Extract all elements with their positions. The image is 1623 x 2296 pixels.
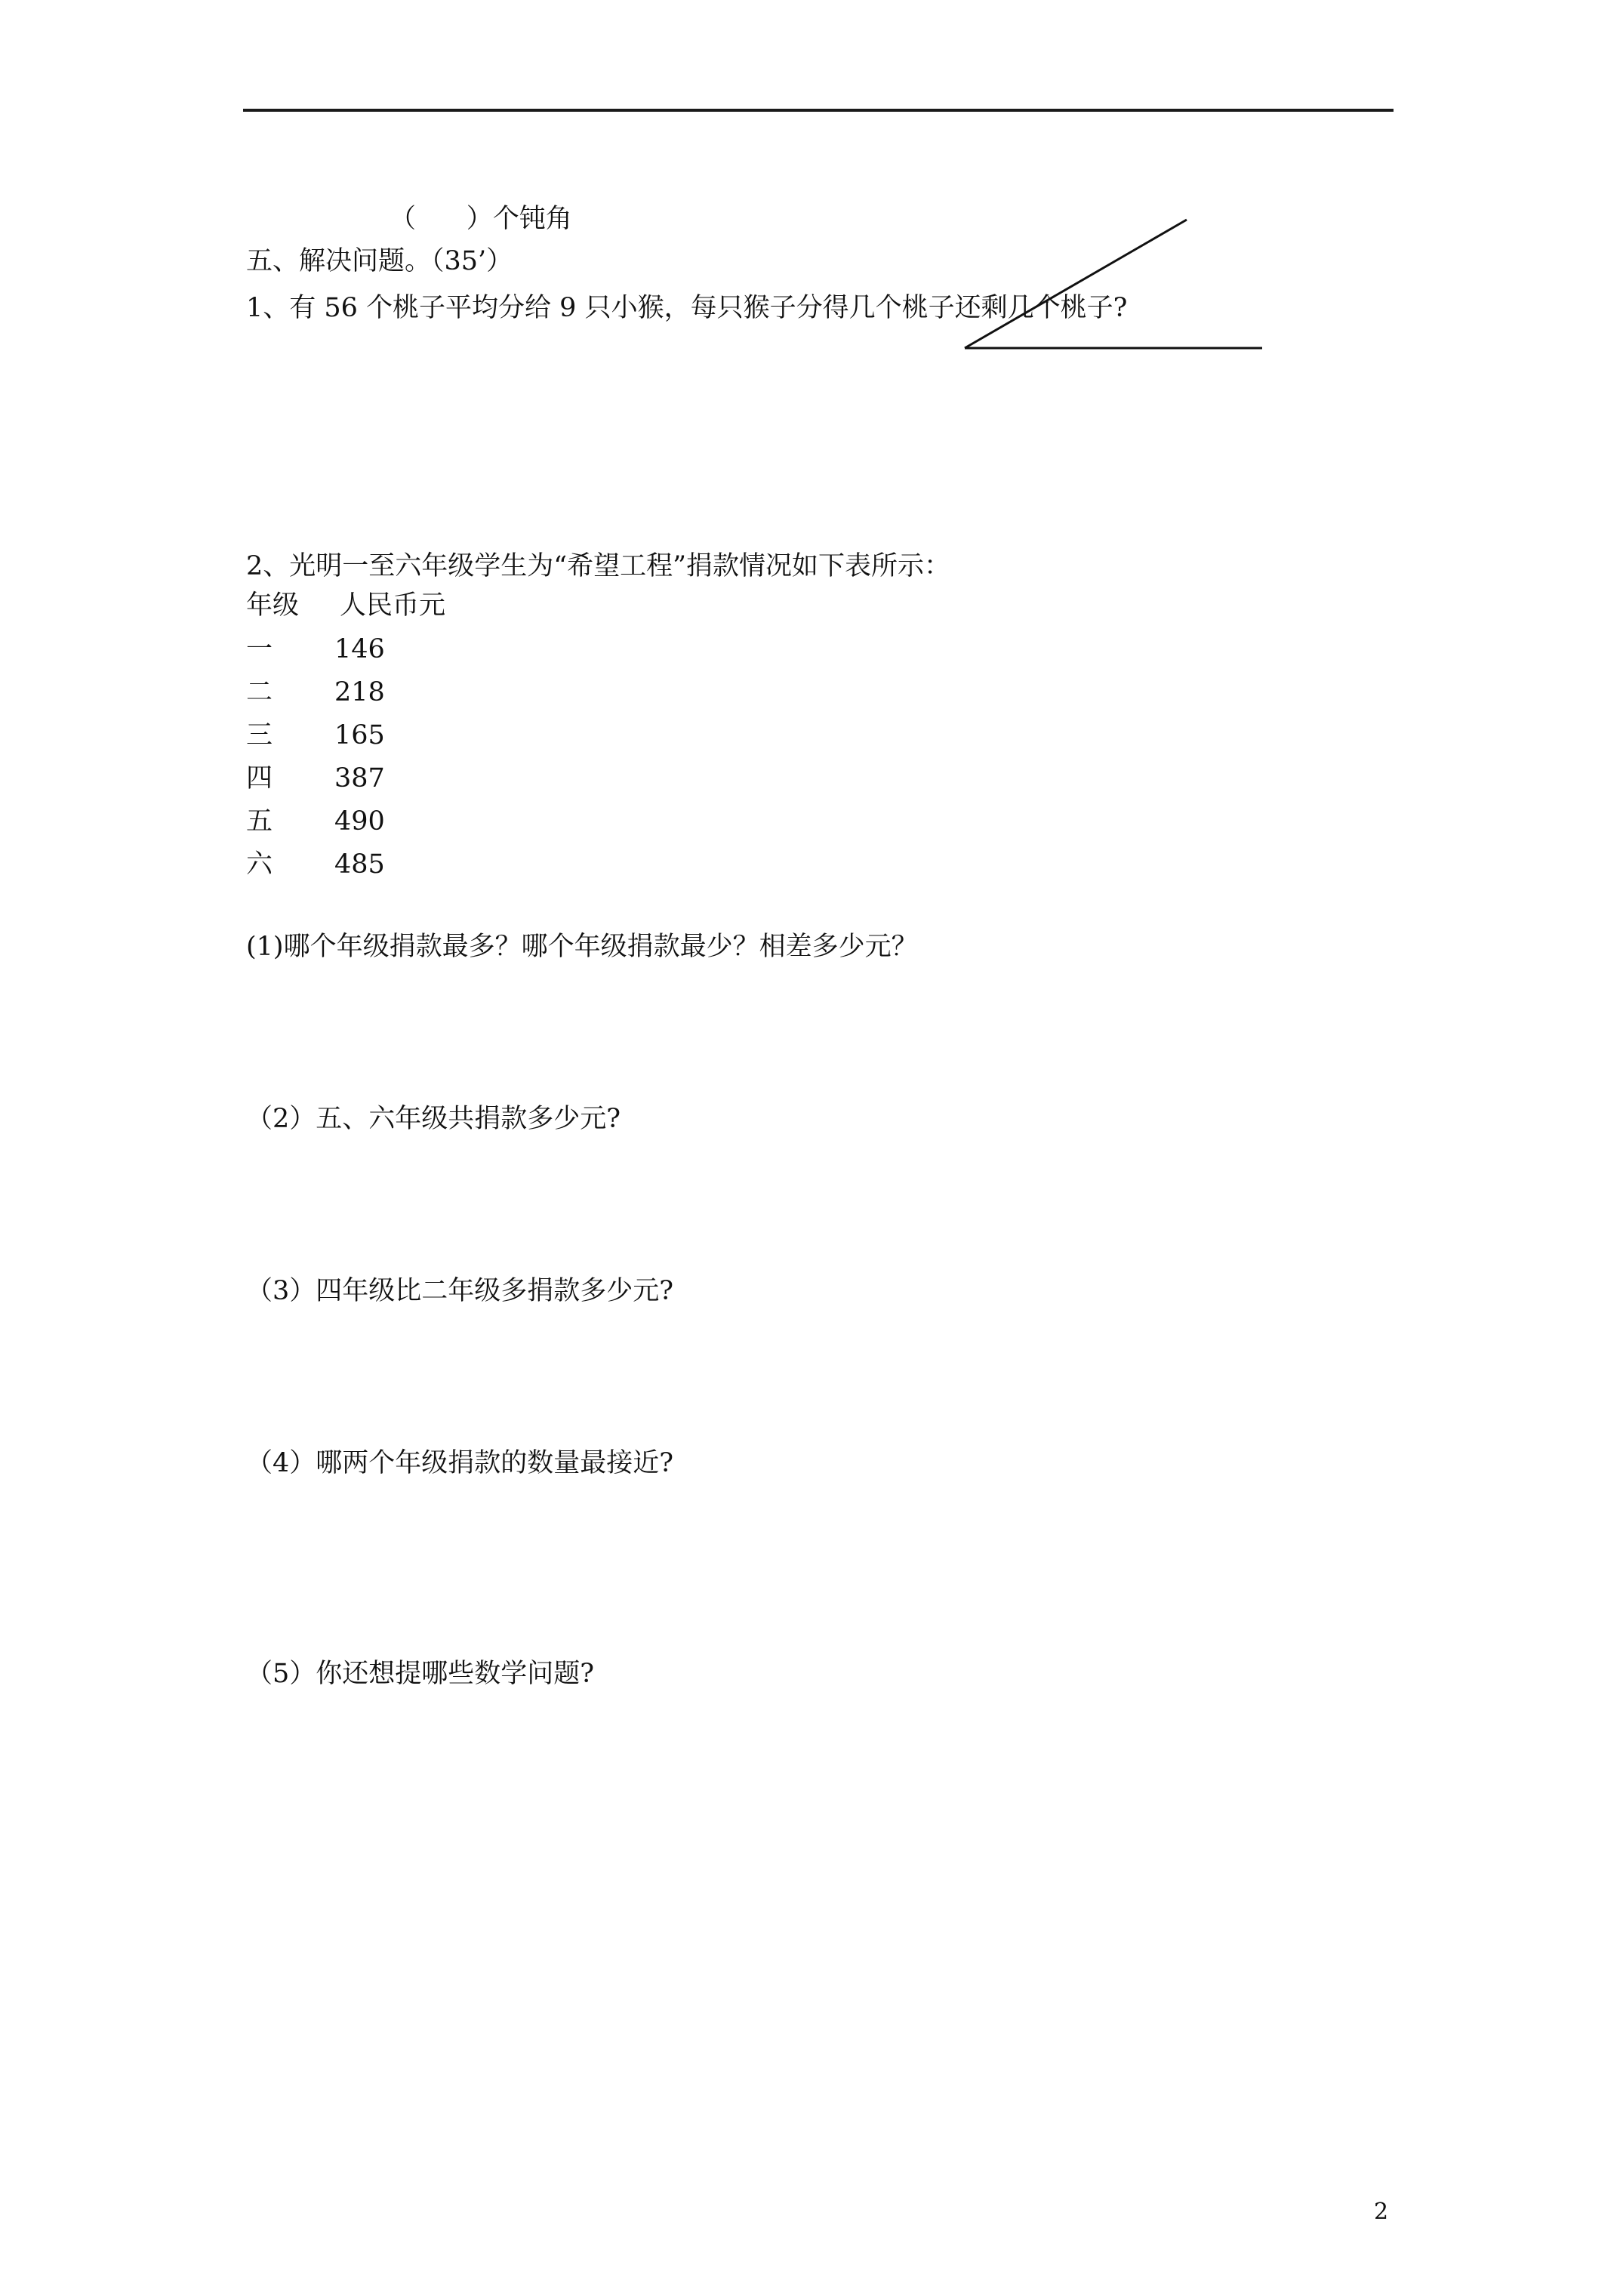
grade-cell: 六: [246, 849, 273, 880]
problem-1-text: 1、有 56 个桃子平均分给 9 只小猴，每只猴子分得几个桃子还剩几个桃子?: [246, 293, 1128, 323]
grade-cell: 四: [246, 763, 273, 794]
grade-cell: 二: [246, 677, 273, 707]
angle-diagram: [959, 215, 1268, 359]
problem-2-intro: 2、光明一至六年级学生为“希望工程”捐款情况如下表所示：: [246, 551, 951, 581]
grade-cell: 一: [246, 634, 273, 664]
header-rule: [243, 109, 1394, 112]
angle-ray-upper: [965, 220, 1187, 348]
question-5: （5）你还想提哪些数学问题?: [246, 1659, 595, 1689]
grade-cell: 五: [246, 806, 273, 837]
page-number: 2: [1374, 2199, 1389, 2225]
amount-cell: 490: [334, 806, 385, 837]
amount-cell: 146: [334, 634, 385, 664]
grade-cell: 三: [246, 720, 273, 750]
amount-cell: 485: [334, 849, 385, 880]
question-4: （4）哪两个年级捐款的数量最接近?: [246, 1448, 674, 1478]
amount-cell: 218: [334, 677, 385, 707]
section-five-title: 五、解决问题。（35’）: [246, 246, 513, 276]
grade-column-header: 年级: [246, 590, 300, 621]
obtuse-angle-count-line: （ ）个钝角: [390, 204, 572, 234]
amount-cell: 387: [334, 763, 385, 794]
question-2: （2）五、六年级共捐款多少元?: [246, 1104, 621, 1134]
amount-cell: 165: [334, 720, 385, 750]
question-3: （3）四年级比二年级多捐款多少元?: [246, 1276, 674, 1306]
question-1: (1)哪个年级捐款最多？哪个年级捐款最少？相差多少元？: [246, 932, 918, 962]
amount-column-header: 人民币元: [340, 590, 446, 621]
